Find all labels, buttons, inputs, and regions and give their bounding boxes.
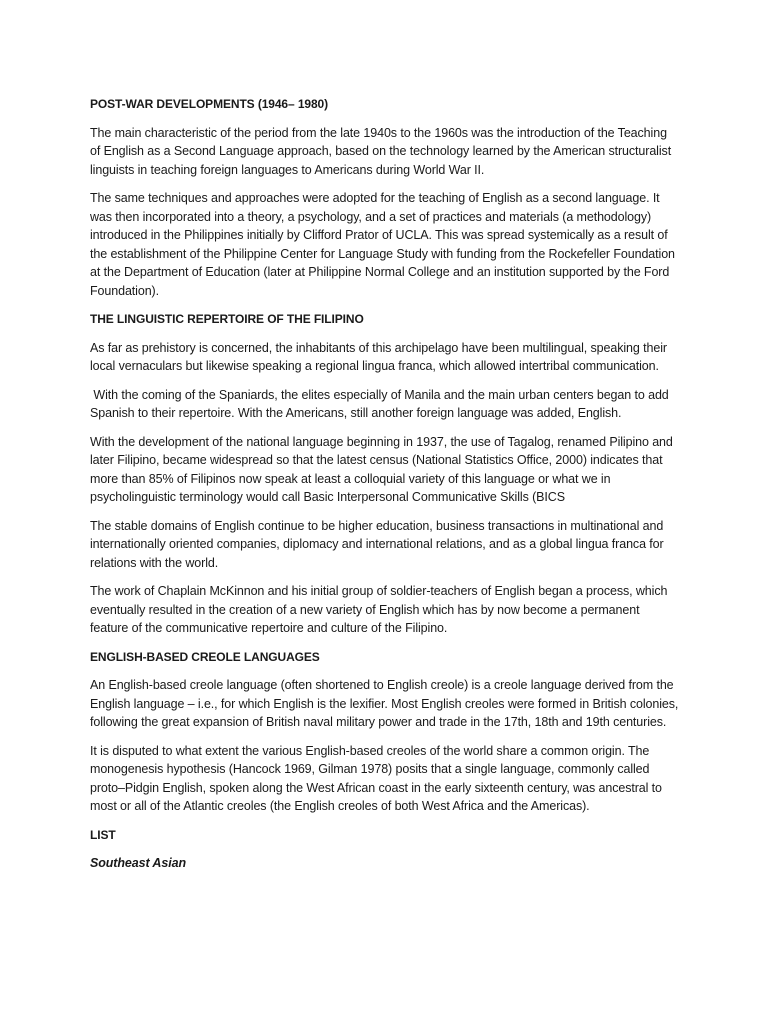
paragraph: The work of Chaplain McKinnon and his initial group of soldier-teachers of English began a process, which eventually resulted in the creation of a new variety of English which has by now become a permanent feature of the communicative repertoire and culture of the Filipino. [90,584,668,635]
paragraph: It is disputed to what extent the various English-based creoles of the world share a common origin. The monogenesis hypothesis (Hancock 1969, Gilman 1978) posits that a single language, commonly called proto–Pidgin English, spoken along the West African coast in the early sixteenth century, was ancestral to most or all of the Atlantic creoles (the English creoles of both West Africa and the Americas). [90,743,662,813]
section-heading-post-war: POST-WAR DEVELOPMENTS (1946– 1980) [90,97,329,111]
document-page [90,95,680,882]
section-heading-linguistic-repertoire: THE LINGUISTIC REPERTOIRE OF THE FILIPINO [90,312,364,326]
paragraph: As far as prehistory is concerned, the inhabitants of this archipelago have been multilingual, speaking their local vernaculars but likewise speaking a regional lingua franca, which allowed intertribal communication. [90,340,667,373]
paragraph: With the coming of the Spaniards, the elites especially of Manila and the main urban centers began to add Spanish to their repertoire. With the Americans, still another foreign language was added, English. [90,387,673,420]
paragraph: The main characteristic of the period from the late 1940s to the 1960s was the introduction of the Teaching of English as a Second Language approach, based on the technology learned by the American structuralist linguists in teaching foreign languages to Americans during World War II. [90,125,672,177]
subheading-southeast-asian: Southeast Asian [90,856,186,870]
paragraph: The same techniques and approaches were adopted for the teaching of English as a second language. It was then incorporated into a theory, a psychology, and a set of practices and materials (a methodology) introduced in the Philippines initially by Clifford Prator of UCLA. This was spread systemically as a result of the establishment of the Philippine Center for Language Study with funding from the Rockefeller Foundation at the Department of Education (later at Philippine Normal College and an institution supported by the Ford Foundation). [90,191,675,298]
paragraph: With the development of the national language beginning in 1937, the use of Tagalog, renamed Pilipino and later Filipino, became widespread so that the latest census (National Statistics Office, 2000) indicates that more than 85% of Filipinos now speak at least a colloquial variety of this language or what we in psycholinguistic terminology would call Basic Interpersonal Communicative Skills (BICS [90,434,673,504]
section-heading-english-creoles: ENGLISH-BASED CREOLE LANGUAGES [90,649,320,664]
section-heading-list: LIST [90,827,116,842]
paragraph: An English-based creole language (often shortened to English creole) is a creole language derived from the English language – i.e., for which English is the lexifier. Most English creoles were formed in British colonies, following the great expansion of British naval military power and trade in the 17th, 18th and 19th centuries. [90,678,679,729]
paragraph: The stable domains of English continue to be higher education, business transactions in multinational and internationally oriented companies, diplomacy and international relations, and as a global lingua franca for relations with the world. [90,518,664,570]
